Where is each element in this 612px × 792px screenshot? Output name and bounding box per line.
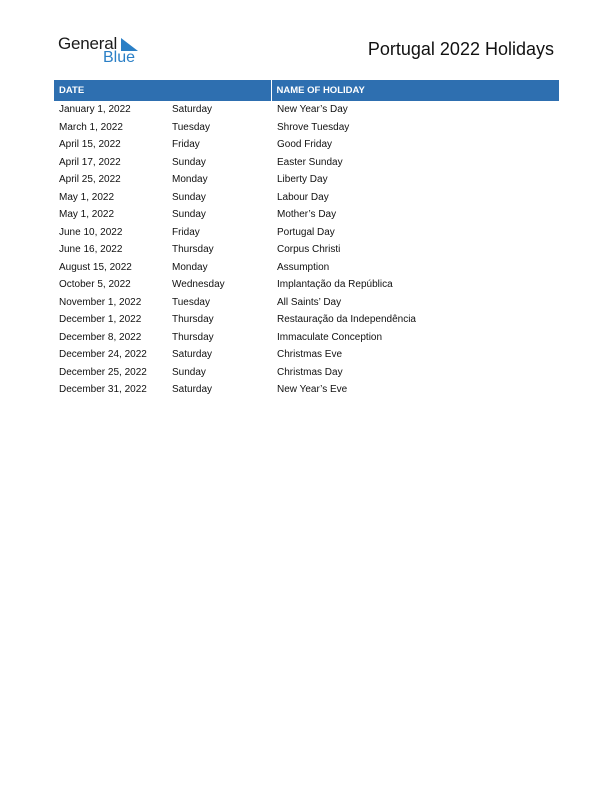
table-row xyxy=(54,119,559,137)
holiday-weekday: Tuesday xyxy=(172,296,210,308)
holiday-name: Assumption xyxy=(277,261,330,273)
holiday-weekday: Thursday xyxy=(172,331,214,343)
holiday-weekday: Sunday xyxy=(172,209,206,220)
table-row xyxy=(54,136,559,154)
holiday-date: June 10, 2022 xyxy=(59,226,123,238)
table-row xyxy=(54,294,559,312)
holiday-name: All Saints’ Day xyxy=(277,296,342,308)
table-row xyxy=(54,189,559,207)
page-title: Portugal 2022 Holidays xyxy=(367,39,554,59)
holiday-weekday: Thursday xyxy=(172,244,214,255)
holiday-date: April 25, 2022 xyxy=(59,174,121,185)
holiday-date: December 31, 2022 xyxy=(59,384,147,395)
table-body xyxy=(54,101,559,399)
table-row xyxy=(54,346,559,364)
holiday-date: May 1, 2022 xyxy=(59,209,115,220)
logo-word-general: General xyxy=(58,34,118,53)
holiday-date: August 15, 2022 xyxy=(59,261,132,273)
column-header-holiday-name: NAME OF HOLIDAY xyxy=(271,80,559,101)
holiday-name: New Year’s Day xyxy=(277,104,348,115)
table-row xyxy=(54,224,559,242)
table-row xyxy=(54,241,559,259)
holiday-weekday: Friday xyxy=(172,139,200,150)
holiday-weekday: Monday xyxy=(172,174,208,185)
holiday-weekday: Sunday xyxy=(172,191,206,203)
holiday-weekday: Tuesday xyxy=(172,121,210,133)
holiday-date: October 5, 2022 xyxy=(59,279,131,290)
holiday-weekday: Thursday xyxy=(172,314,214,325)
holiday-name: New Year’s Eve xyxy=(277,384,348,395)
table-row xyxy=(54,276,559,294)
table-row xyxy=(54,381,559,399)
table-row xyxy=(54,101,559,119)
table-row xyxy=(54,154,559,172)
holiday-date: November 1, 2022 xyxy=(59,296,142,308)
holiday-name: Liberty Day xyxy=(277,174,328,185)
holiday-date: December 24, 2022 xyxy=(59,349,147,360)
table-row xyxy=(54,206,559,224)
holiday-name: Restauração da Independência xyxy=(277,314,416,325)
table-row xyxy=(54,311,559,329)
holiday-name: Christmas Eve xyxy=(277,349,343,360)
holiday-date: April 15, 2022 xyxy=(59,139,121,150)
holiday-name: Shrove Tuesday xyxy=(277,121,350,133)
holiday-date: May 1, 2022 xyxy=(59,191,115,203)
table-row xyxy=(54,329,559,347)
holiday-date: December 1, 2022 xyxy=(59,314,142,325)
holiday-name: Implantação da República xyxy=(277,279,393,290)
holiday-name: Corpus Christi xyxy=(277,244,341,255)
column-header-date: DATE xyxy=(54,80,271,101)
holiday-name: Portugal Day xyxy=(277,226,335,238)
holiday-name: Mother’s Day xyxy=(277,209,337,220)
table-row xyxy=(54,259,559,277)
table-row xyxy=(54,364,559,382)
holiday-weekday: Monday xyxy=(172,261,208,273)
logo-word-blue: Blue xyxy=(103,49,136,66)
holiday-table xyxy=(54,80,559,399)
holiday-weekday: Saturday xyxy=(172,104,213,115)
holiday-date: April 17, 2022 xyxy=(59,156,121,168)
holiday-date: December 25, 2022 xyxy=(59,366,147,378)
holiday-weekday: Saturday xyxy=(172,384,213,395)
holiday-name: Good Friday xyxy=(277,139,333,150)
holiday-date: January 1, 2022 xyxy=(59,104,131,115)
holiday-weekday: Sunday xyxy=(172,366,206,378)
generalblue-logo xyxy=(58,34,148,70)
holiday-date: March 1, 2022 xyxy=(59,121,123,133)
holiday-weekday: Wednesday xyxy=(172,279,225,290)
table-row xyxy=(54,171,559,189)
holiday-name: Labour Day xyxy=(277,191,329,203)
holiday-date: December 8, 2022 xyxy=(59,331,142,343)
holiday-date: June 16, 2022 xyxy=(59,244,123,255)
holiday-name: Immaculate Conception xyxy=(277,331,383,343)
holiday-weekday: Sunday xyxy=(172,156,206,168)
holiday-weekday: Friday xyxy=(172,226,200,238)
holiday-name: Easter Sunday xyxy=(277,156,343,168)
holiday-weekday: Saturday xyxy=(172,349,213,360)
holiday-name: Christmas Day xyxy=(277,366,343,378)
table-header-row xyxy=(54,80,559,101)
